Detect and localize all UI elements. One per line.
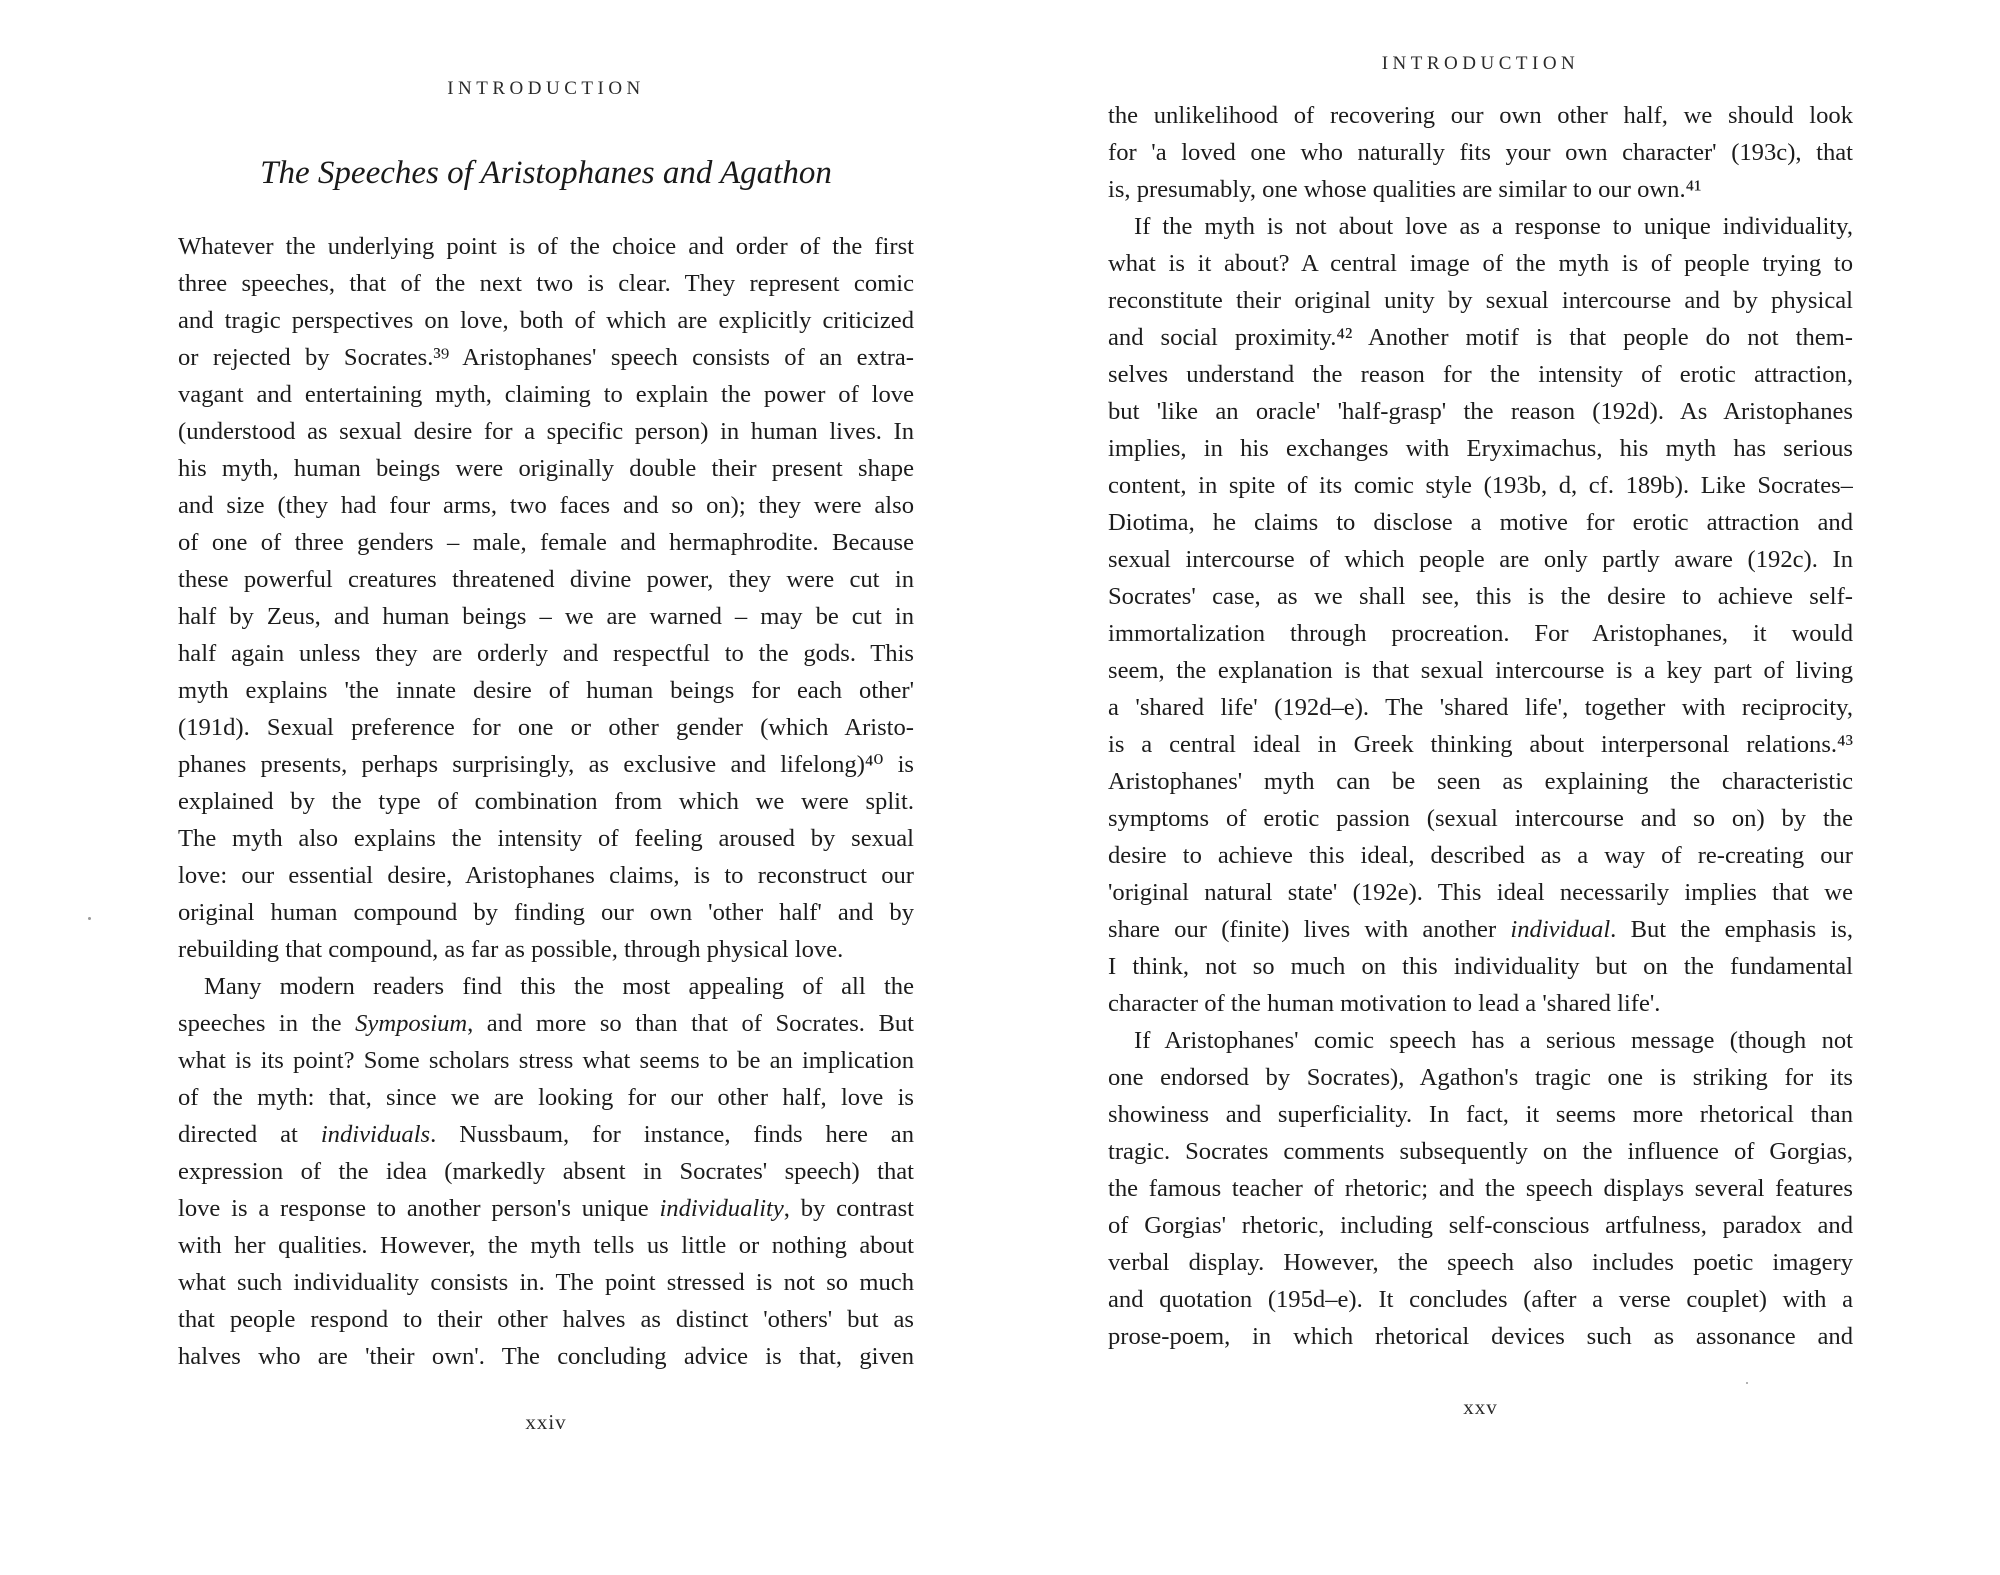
text-line: half again unless they are orderly and respectful to the gods. This (178, 640, 914, 667)
text-line: these powerful creatures threatened divine power, they were cut in (178, 566, 914, 593)
text-line: Whatever the underlying point is of the choice and order of the first (178, 233, 914, 260)
running-head: INTRODUCTION (447, 78, 645, 99)
text-line: (understood as sexual desire for a specific person) in human lives. In (178, 418, 914, 445)
text-line: or rejected by Socrates.³⁹ Aristophanes' speech consists of an extra- (178, 344, 914, 371)
text-line: desire to achieve this ideal, described as a way of re-creating our (1108, 842, 1853, 869)
text-line: sexual intercourse of which people are only partly aware (192c). In (1108, 546, 1853, 573)
scan-speck (1746, 1382, 1748, 1384)
text-line: but 'like an oracle' 'half-grasp' the reason (192d). As Aristophanes (1108, 398, 1853, 425)
text-line: directed at individuals. Nussbaum, for instance, finds here an (178, 1121, 914, 1148)
text-line: and quotation (195d–e). It concludes (after a verse couplet) with a (1108, 1286, 1853, 1313)
text-line: love is a response to another person's unique individuality, by contrast (178, 1195, 914, 1222)
text-line: explained by the type of combination from which we were split. (178, 788, 914, 815)
text-line: one endorsed by Socrates), Agathon's tragic one is striking for its (1108, 1064, 1853, 1091)
text-line: selves understand the reason for the intensity of erotic attraction, (1108, 361, 1853, 388)
text-line: symptoms of erotic passion (sexual intercourse and so on) by the (1108, 805, 1853, 832)
text-line: Many modern readers find this the most appealing of all the (204, 973, 914, 1000)
text-line: character of the human motivation to lead a 'shared life'. (1108, 990, 1661, 1017)
text-line: phanes presents, perhaps surprisingly, as exclusive and lifelong)⁴⁰ is (178, 751, 914, 778)
text-line: showiness and superficiality. In fact, it seems more rhetorical than (1108, 1101, 1853, 1128)
scan-speck (88, 917, 91, 920)
text-line: implies, in his exchanges with Eryximachus, his myth has serious (1108, 435, 1853, 462)
page-number: xxiv (525, 1410, 567, 1434)
text-line: If Aristophanes' comic speech has a serious message (though not (1134, 1027, 1853, 1054)
text-line: his myth, human beings were originally double their present shape (178, 455, 914, 482)
text-line: (191d). Sexual preference for one or other gender (which Aristo- (178, 714, 914, 741)
running-head: INTRODUCTION (1381, 53, 1580, 74)
text-line: verbal display. However, the speech also includes poetic imagery (1108, 1249, 1853, 1276)
text-line: Diotima, he claims to disclose a motive for erotic attraction and (1108, 509, 1853, 536)
text-line: tragic. Socrates comments subsequently on the influence of Gorgias, (1108, 1138, 1853, 1165)
text-line: is a central ideal in Greek thinking about interpersonal relations.⁴³ (1108, 731, 1853, 758)
text-line: the famous teacher of rhetoric; and the speech displays several features (1108, 1175, 1853, 1202)
text-line: half by Zeus, and human beings – we are warned – may be cut in (178, 603, 914, 630)
text-line: reconstitute their original unity by sexual intercourse and by physical (1108, 287, 1853, 314)
text-line: of the myth: that, since we are looking for our other half, love is (178, 1084, 914, 1111)
text-line: speeches in the Symposium, and more so than that of Socrates. But (178, 1010, 914, 1037)
text-line: content, in spite of its comic style (193b, d, cf. 189b). Like Socrates– (1108, 472, 1853, 499)
text-line: for 'a loved one who naturally fits your own character' (193c), that (1108, 139, 1853, 166)
text-line: immortalization through procreation. For Aristophanes, it would (1108, 620, 1853, 647)
text-line: a 'shared life' (192d–e). The 'shared life', together with reciprocity, (1108, 694, 1853, 721)
text-line: Aristophanes' myth can be seen as explaining the characteristic (1108, 768, 1853, 795)
text-line: myth explains 'the innate desire of human beings for each other' (178, 677, 914, 704)
text-line: is, presumably, one whose qualities are similar to our own.⁴¹ (1108, 176, 1702, 203)
section-title: The Speeches of Aristophanes and Agathon (260, 155, 832, 191)
text-line: halves who are 'their own'. The concluding advice is that, given (178, 1343, 914, 1370)
text-line: Socrates' case, as we shall see, this is the desire to achieve self- (1108, 583, 1853, 610)
text-line: what is it about? A central image of the myth is of people trying to (1108, 250, 1853, 277)
text-line: expression of the idea (markedly absent in Socrates' speech) that (178, 1158, 914, 1185)
page-number: xxv (1463, 1395, 1498, 1419)
text-line: 'original natural state' (192e). This ideal necessarily implies that we (1108, 879, 1853, 906)
text-line: The myth also explains the intensity of feeling aroused by sexual (178, 825, 914, 852)
text-line: I think, not so much on this individuality but on the fundamental (1108, 953, 1853, 980)
text-line: the unlikelihood of recovering our own other half, we should look (1108, 102, 1853, 129)
text-line: seem, the explanation is that sexual intercourse is a key part of living (1108, 657, 1853, 684)
text-line: love: our essential desire, Aristophanes claims, is to reconstruct our (178, 862, 914, 889)
text-line: vagant and entertaining myth, claiming to explain the power of love (178, 381, 914, 408)
text-line: of Gorgias' rhetoric, including self-conscious artfulness, paradox and (1108, 1212, 1853, 1239)
text-line: and social proximity.⁴² Another motif is that people do not them- (1108, 324, 1853, 351)
text-line: If the myth is not about love as a response to unique individuality, (1134, 213, 1853, 240)
text-line: share our (finite) lives with another individual. But the emphasis is, (1108, 916, 1853, 943)
text-line: with her qualities. However, the myth tells us little or nothing about (178, 1232, 914, 1259)
text-line: what is its point? Some scholars stress what seems to be an implication (178, 1047, 914, 1074)
text-line: and tragic perspectives on love, both of which are explicitly criticized (178, 307, 914, 334)
body-text (178, 228, 914, 1375)
text-line: of one of three genders – male, female and hermaphrodite. Because (178, 529, 914, 556)
text-line: prose-poem, in which rhetorical devices such as assonance and (1108, 1323, 1853, 1350)
text-line: rebuilding that compound, as far as possible, through physical love. (178, 936, 844, 963)
text-line: what such individuality consists in. The point stressed is not so much (178, 1269, 914, 1296)
body-text (1108, 97, 1853, 1355)
text-line: three speeches, that of the next two is clear. They represent comic (178, 270, 914, 297)
text-line: original human compound by finding our own 'other half' and by (178, 899, 914, 926)
text-line: that people respond to their other halves as distinct 'others' but as (178, 1306, 914, 1333)
text-line: and size (they had four arms, two faces and so on); they were also (178, 492, 914, 519)
